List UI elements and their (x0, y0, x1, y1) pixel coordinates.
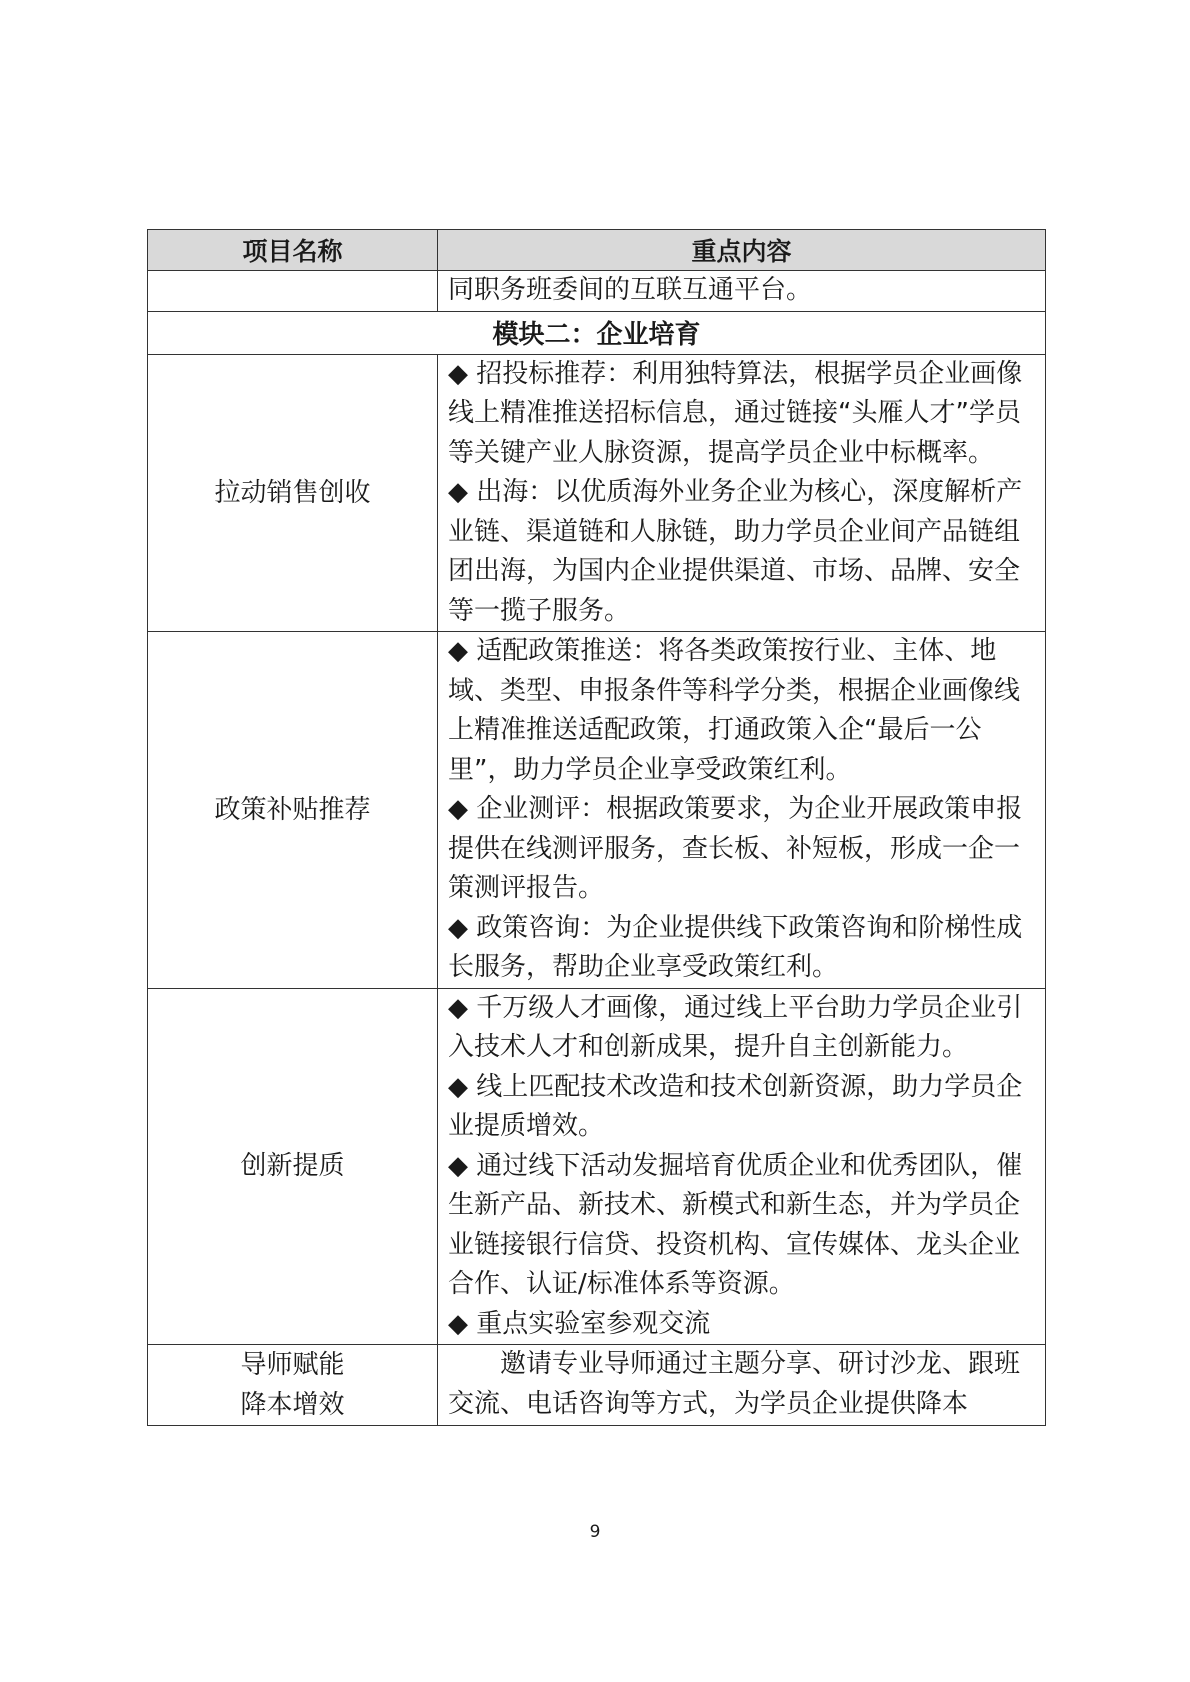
content-paragraph: ◆ 重点实验室参观交流 (448, 1308, 711, 1339)
project-name-cell: 拉动销售创收 (148, 354, 438, 632)
project-name-cell: 政策补贴推荐 (148, 632, 438, 989)
continued-content-cell (438, 271, 1046, 312)
module-row (148, 311, 1046, 354)
header-project-name: 项目名称 (148, 230, 438, 271)
table-row (148, 632, 1046, 989)
project-name-cell: 创新提质 (148, 988, 438, 1345)
empty-name-cell (148, 271, 438, 312)
content-paragraph: ◆ 出海：以优质海外业务企业为核心，深度解析产业链、渠道链和人脉链，助力学员企业间产品链组团出海，为国内企业提供渠道、市场、品牌、安全等一揽子服务。 (448, 477, 1023, 626)
content-paragraph: ◆ 适配政策推送：将各类政策按行业、主体、地域、类型、申报条件等科学分类，根据企业画像线上精准推送适配政策，打通政策入企“最后一公里”，助力学员企业享受政策红利。 (448, 636, 1021, 785)
content-paragraph: ◆ 线上匹配技术改造和技术创新资源，助力学员企业提质增效。 (448, 1071, 1023, 1141)
project-name-cell (148, 1345, 438, 1426)
table-row (148, 271, 1046, 312)
content-paragraph: ◆ 招投标推荐：利用独特算法，根据学员企业画像线上精准推送招标信息，通过链接“头雁人才”学员等关键产业人脉资源，提高学员企业中标概率。 (448, 358, 1023, 468)
key-content-cell (438, 1345, 1046, 1426)
project-name-line: 降本增效 (240, 1390, 345, 1420)
continued-text: 同职务班委间的互联互通平台。 (448, 275, 813, 305)
content-paragraph: ◆ 通过线下活动发掘培育优质企业和优秀团队，催生新产品、新技术、新模式和新生态，并为学员企业链接银行信贷、投资机构、宣传媒体、龙头企业合作、认证/标准体系等资源。 (448, 1150, 1023, 1299)
table-row (148, 1345, 1046, 1426)
header-key-content: 重点内容 (438, 230, 1046, 271)
content-paragraph: ◆ 千万级人才画像，通过线上平台助力学员企业引入技术人才和创新成果，提升自主创新能力。 (448, 992, 1023, 1062)
key-content-cell (438, 632, 1046, 989)
content-paragraph: 邀请专业导师通过主题分享、研讨沙龙、跟班交流、电话咨询等方式，为学员企业提供降本 (448, 1349, 1021, 1419)
page-number: 9 (589, 1522, 601, 1542)
table-row (148, 988, 1046, 1345)
key-content-cell (438, 988, 1046, 1345)
table-row (148, 354, 1046, 632)
content-paragraph: ◆ 企业测评：根据政策要求，为企业开展政策申报提供在线测评服务，查长板、补短板，形成一企一策测评报告。 (448, 794, 1023, 903)
table-header-row (148, 230, 1046, 271)
content-table (147, 229, 1046, 1426)
project-name-line: 导师赋能 (240, 1350, 345, 1380)
content-paragraph: ◆ 政策咨询：为企业提供线下政策咨询和阶梯性成长服务，帮助企业享受政策红利。 (448, 912, 1023, 982)
module-title: 模块二：企业培育 (148, 311, 1046, 354)
key-content-cell (438, 354, 1046, 632)
